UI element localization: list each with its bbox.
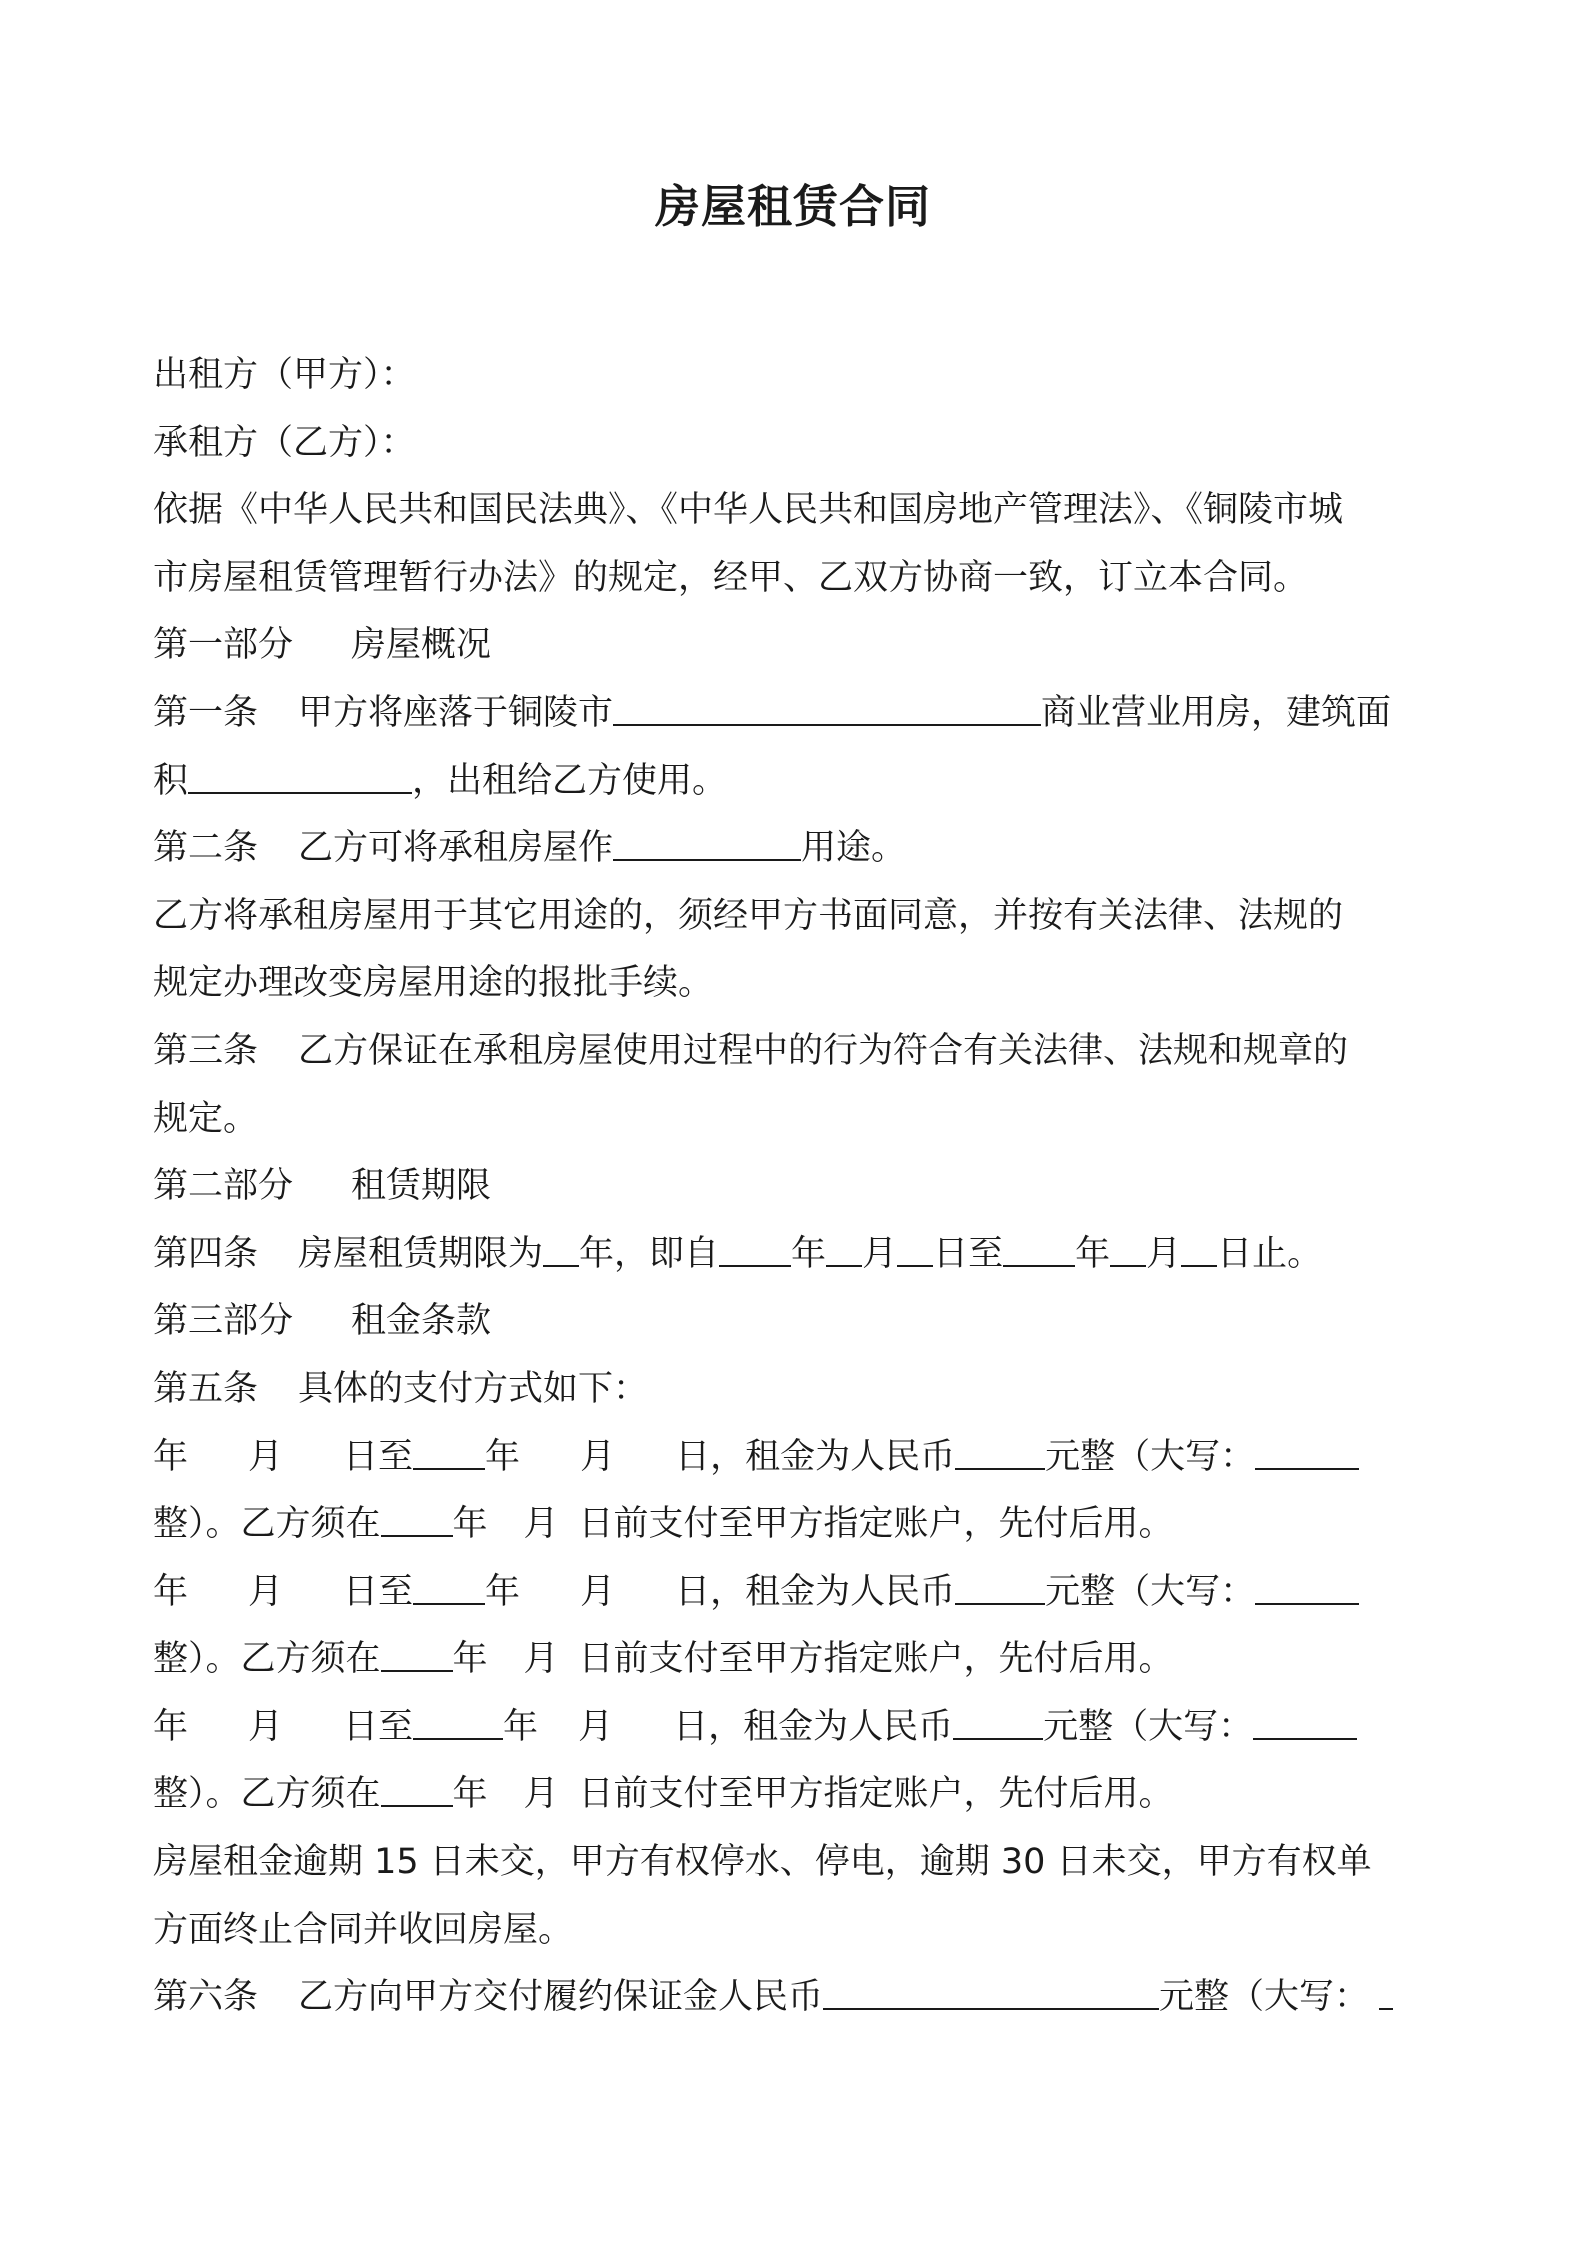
- installment-2-line-1: [153, 1559, 1443, 1627]
- article-3-line-2: 规定。: [153, 1098, 259, 1139]
- rent-words-blank: [1255, 1438, 1359, 1470]
- part2-title: 租赁期限: [351, 1166, 492, 1207]
- usage-blank: [613, 829, 801, 861]
- lessor-line: 出租方（甲方）：: [153, 355, 416, 395]
- pay-year-blank: [381, 1775, 453, 1807]
- article-1-text: ，出租给乙方使用。: [412, 760, 728, 801]
- term-blank: [543, 1235, 579, 1267]
- article-4-text: 房屋租赁期限为: [298, 1233, 544, 1274]
- installment-3-line-1: [153, 1694, 1443, 1762]
- article-2-text: 用途。: [801, 828, 907, 869]
- deposit-blank: [823, 1978, 1159, 2010]
- rent-amount-blank: [953, 1708, 1043, 1740]
- article-1-line-1: [153, 680, 1443, 748]
- start-year-blank: [719, 1235, 791, 1267]
- year-blank: [413, 1438, 485, 1470]
- late-payment-line-2: 方面终止合同并收回房屋。: [153, 1909, 574, 1950]
- article-1-label: 第一条: [153, 692, 259, 733]
- installment-text: 年: [153, 1436, 189, 1477]
- end-year-blank: [1003, 1235, 1075, 1267]
- rent-amount-blank: [955, 1573, 1045, 1605]
- basis-line-2: 市房屋租赁管理暂行办法》的规定，经甲、乙双方协商一致，订立本合同。: [153, 557, 1309, 598]
- address-blank: [613, 694, 1041, 726]
- installment-text: 整）。乙方须在: [153, 1639, 381, 1680]
- installment-text: 日前支付至甲方指定账户，先付后用。: [578, 1504, 1174, 1545]
- rent-words-blank: [1253, 1708, 1357, 1740]
- article-1-text: 商业营业用房，建筑面: [1041, 692, 1392, 733]
- start-month-blank: [826, 1235, 862, 1267]
- installment-text: 年: [485, 1436, 521, 1477]
- article-4-text: 年，即自: [579, 1233, 720, 1274]
- year-blank: [413, 1573, 485, 1605]
- installment-text: 年: [452, 1774, 488, 1815]
- part3-title: 租金条款: [351, 1301, 492, 1342]
- article-4-text: 年: [1075, 1233, 1111, 1274]
- installment-text: 整）。乙方须在: [153, 1504, 381, 1545]
- article-4-text: 月: [862, 1233, 898, 1274]
- end-month-blank: [1110, 1235, 1146, 1267]
- installment-text: 日至: [343, 1436, 414, 1477]
- part1-title: 房屋概况: [351, 625, 492, 666]
- end-day-blank: [1181, 1235, 1217, 1267]
- rent-amount-blank: [955, 1438, 1045, 1470]
- lessee-line: 承租方（乙方）：: [153, 422, 416, 463]
- article-3-label: 第三条: [153, 1030, 259, 1071]
- year-blank: [413, 1708, 503, 1740]
- article-2-line-1: [153, 815, 1443, 883]
- article-1-line-2: [153, 748, 1443, 816]
- installment-text: 年: [153, 1706, 189, 1747]
- part2-heading: [153, 1153, 1443, 1221]
- article-4-text: 年: [791, 1233, 827, 1274]
- installment-text: 月: [248, 1706, 284, 1747]
- installment-text: 年: [503, 1706, 539, 1747]
- pay-year-blank: [381, 1505, 453, 1537]
- article-3-line-1: [153, 1018, 1443, 1086]
- installment-1-line-1: [153, 1424, 1443, 1492]
- installment-text: 元整（大写：: [1045, 1571, 1256, 1612]
- installment-text: 日前支付至甲方指定账户，先付后用。: [578, 1639, 1174, 1680]
- article-5-text: 具体的支付方式如下：: [298, 1368, 649, 1409]
- article-4-text: 月: [1146, 1233, 1182, 1274]
- article-4-text: 日至: [933, 1233, 1004, 1274]
- article-4-line: [153, 1221, 1443, 1289]
- pay-year-blank: [381, 1640, 453, 1672]
- installment-text: 年: [485, 1571, 521, 1612]
- installment-text: 月: [523, 1774, 559, 1815]
- article-1-text: 积: [153, 760, 189, 801]
- installment-text: 月: [580, 1571, 616, 1612]
- part2-label: 第二部分: [153, 1166, 294, 1207]
- article-5-label: 第五条: [153, 1368, 259, 1409]
- installment-text: 月: [248, 1436, 284, 1477]
- article-6-text: 乙方向甲方交付履约保证金人民币: [298, 1977, 824, 2018]
- article-2-note-1: 乙方将承租房屋用于其它用途的，须经甲方书面同意，并按有关法律、法规的: [153, 895, 1344, 936]
- article-6-line: [153, 1964, 1443, 2032]
- article-5-line: [153, 1356, 1443, 1424]
- installment-text: 月: [248, 1571, 284, 1612]
- installment-text: 月: [578, 1706, 614, 1747]
- installment-text: 年: [153, 1571, 189, 1612]
- installment-text: 日，租金为人民币: [675, 1571, 956, 1612]
- area-blank: [188, 762, 412, 794]
- installment-text: 日，租金为人民币: [673, 1706, 954, 1747]
- installment-text: 日至: [343, 1571, 414, 1612]
- installment-text: 元整（大写：: [1045, 1436, 1256, 1477]
- article-6-label: 第六条: [153, 1977, 259, 2018]
- article-6-text: 元整（大写：: [1159, 1977, 1370, 2018]
- start-day-blank: [897, 1235, 933, 1267]
- article-4-label: 第四条: [153, 1233, 259, 1274]
- installment-2-line-2: [153, 1626, 1443, 1694]
- installment-text: 月: [523, 1639, 559, 1680]
- part1-heading: [153, 612, 1443, 680]
- installment-text: 日，租金为人民币: [675, 1436, 956, 1477]
- article-2-note-2: 规定办理改变房屋用途的报批手续。: [153, 963, 714, 1004]
- installment-text: 日前支付至甲方指定账户，先付后用。: [578, 1774, 1174, 1815]
- article-4-text: 日止。: [1217, 1233, 1323, 1274]
- part3-heading: [153, 1288, 1443, 1356]
- deposit-words-blank: [1379, 1978, 1393, 2010]
- installment-text: 月: [523, 1504, 559, 1545]
- rent-words-blank: [1255, 1573, 1359, 1605]
- basis-line-1: 依据《中华人民共和国民法典》、《中华人民共和国房地产管理法》、《铜陵市城: [153, 490, 1344, 531]
- installment-text: 年: [452, 1639, 488, 1680]
- installment-text: 月: [580, 1436, 616, 1477]
- article-2-text: 乙方可将承租房屋作: [298, 828, 614, 869]
- article-2-label: 第二条: [153, 828, 259, 869]
- contract-body: [153, 342, 1443, 2032]
- late-payment-line-1: 房屋租金逾期 15 日未交，甲方有权停水、停电，逾期 30 日未交，甲方有权单: [153, 1842, 1372, 1883]
- installment-text: 日至: [343, 1706, 414, 1747]
- installment-text: 整）。乙方须在: [153, 1774, 381, 1815]
- article-1-text: 甲方将座落于铜陵市: [298, 692, 614, 733]
- installment-text: 年: [452, 1504, 488, 1545]
- installment-text: 元整（大写：: [1043, 1706, 1254, 1747]
- article-3-text: 乙方保证在承租房屋使用过程中的行为符合有关法律、法规和规章的: [298, 1030, 1349, 1071]
- installment-1-line-2: [153, 1491, 1443, 1559]
- part3-label: 第三部分: [153, 1301, 294, 1342]
- part1-label: 第一部分: [153, 625, 294, 666]
- installment-3-line-2: [153, 1761, 1443, 1829]
- page-title: 房屋租赁合同: [654, 180, 931, 233]
